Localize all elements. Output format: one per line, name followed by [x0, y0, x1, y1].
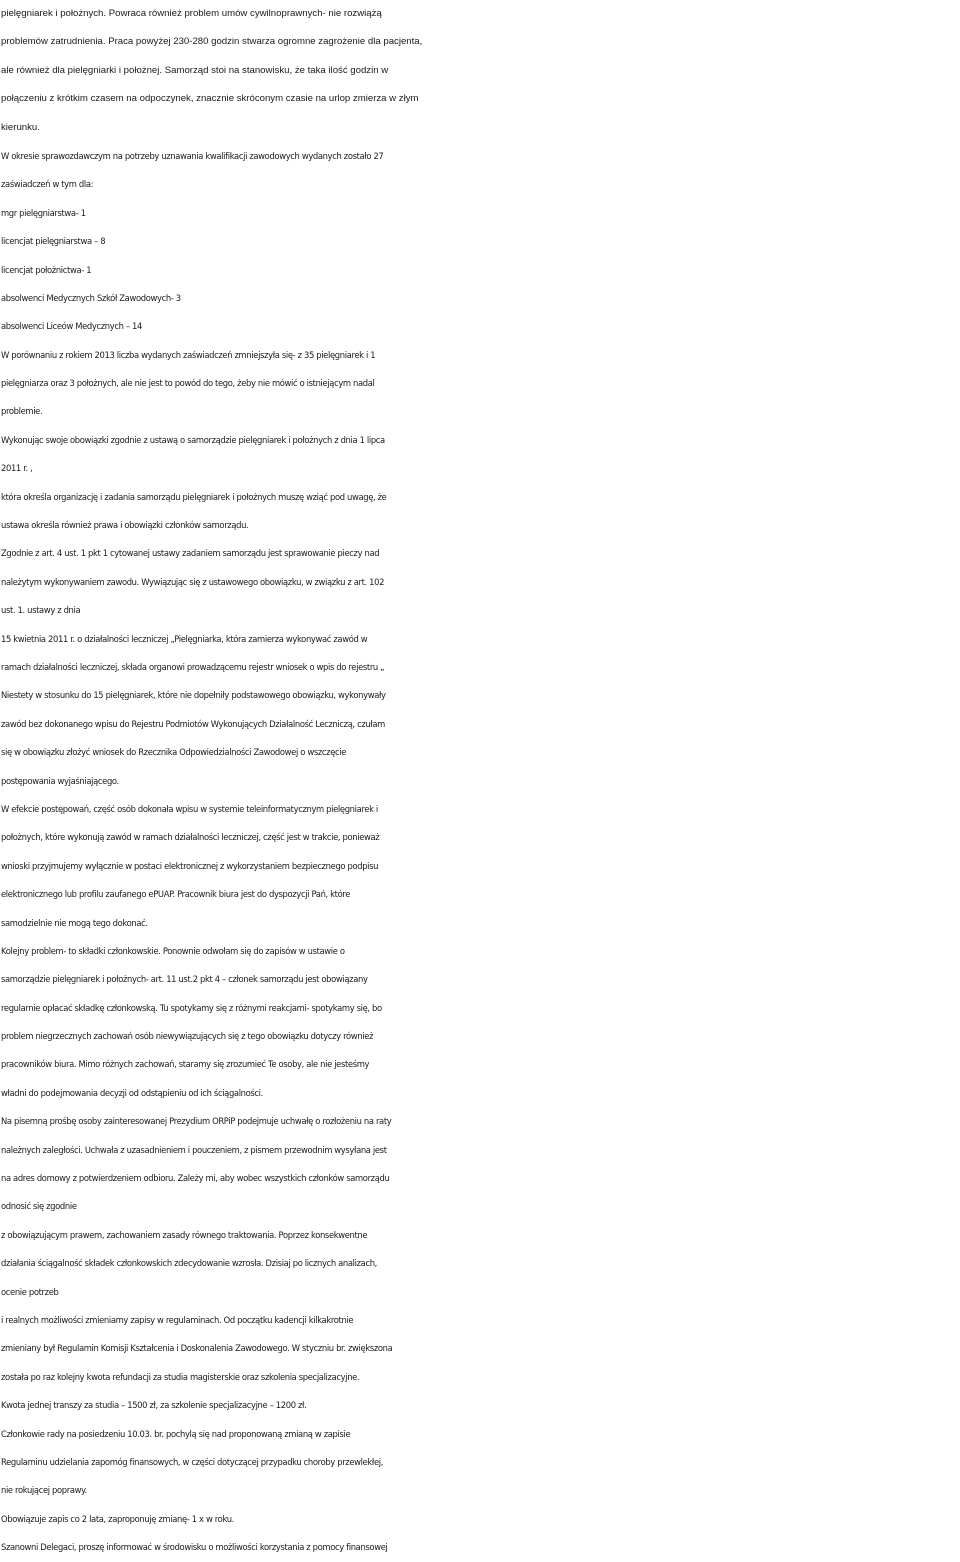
text-line: zaświadczeń w tym dla:: [1, 179, 94, 190]
text-line: problem niegrzecznych zachowań osób niewywiązujących się z tego obowiązku dotyczy również: [1, 1031, 374, 1042]
text-line: Obowiązuje zapis co 2 lata, zaproponuję zmianę- 1 x w roku.: [1, 1513, 234, 1524]
text-line: Regulaminu udzielania zapomóg finansowych, w części dotyczącej przypadku choroby przewlekłej,: [1, 1456, 384, 1467]
text-line: się w obowiązku złożyć wniosek do Rzecznika Odpowiedzialności Zawodowej o wszczęcie: [1, 747, 347, 758]
intro-paragraph: [1, 0, 960, 142]
text-line: należytym wykonywaniem zawodu. Wywiązując się z ustawowego obowiązku, w związku z art. 102: [1, 576, 385, 587]
text-line: absolwenci Liceów Medycznych – 14: [1, 321, 142, 332]
text-line: położnych, które wykonują zawód w ramach działalności leczniczej, część jest w trakcie, ponieważ: [1, 832, 380, 843]
text-line: licencjat pielęgniarstwa – 8: [1, 236, 106, 247]
text-line: odnosić się zgodnie: [1, 1201, 77, 1212]
text-line: i realnych możliwości zmieniamy zapisy w regulaminach. Od początku kadencji kilkakrotnie: [1, 1314, 354, 1325]
text-line: Kwota jednej transzy za studia – 1500 zł, za szkolenie specjalizacyjne – 1200 zł.: [1, 1400, 307, 1411]
text-line: władni do podejmowania decyzji od odstąpieniu od ich ściągalności.: [1, 1087, 263, 1098]
text-line: Zgodnie z art. 4 ust. 1 pkt 1 cytowanej ustawy zadaniem samorządu jest sprawowanie pieczy nad: [1, 548, 380, 559]
text-line: wnioski przyjmujemy wyłącznie w postaci elektronicznej z wykorzystaniem bezpiecznego podpisu: [1, 860, 379, 871]
text-line: W okresie sprawozdawczym na potrzeby uznawania kwalifikacji zawodowych wydanych zostało 27: [1, 150, 384, 161]
text-line: kierunku.: [1, 121, 40, 133]
text-line: Wykonując swoje obowiązki zgodnie z ustawą o samorządzie pielęgniarek i położnych z dnia 1 lipca: [1, 434, 385, 445]
text-line: elektronicznego lub profilu zaufanego ePUAP. Pracownik biura jest do dyspozycji Pań, które: [1, 889, 351, 900]
text-line: należnych zaległości. Uchwała z uzasadnieniem i pouczeniem, z pismem przewodnim wysyłana jest: [1, 1144, 387, 1155]
report-body: [1, 142, 960, 1562]
text-line: Szanowni Delegaci, proszę informować w środowisku o możliwości korzystania z pomocy finansowej: [1, 1542, 388, 1553]
text-line: problemów zatrudnienia. Praca powyżej 230-280 godzin stwarza ogromne zagrożenie dla pacjenta,: [1, 36, 423, 48]
text-line: ust. 1. ustawy z dnia: [1, 605, 81, 616]
text-line: absolwenci Medycznych Szkół Zawodowych- 3: [1, 292, 181, 303]
text-line: ale również dla pielęgniarki i położnej. Samorząd stoi na stanowisku, że taka ilość godzin w: [1, 64, 389, 76]
text-line: została po raz kolejny kwota refundacji za studia magisterskie oraz szkolenia specjalizacyjne.: [1, 1371, 360, 1382]
text-line: ustawa określa również prawa i obowiązki członków samorządu.: [1, 520, 249, 531]
text-line: ocenie potrzeb: [1, 1286, 59, 1297]
text-line: pielęgniarza oraz 3 położnych, ale nie jest to powód do tego, żeby nie mówić o istniejącym nadal: [1, 378, 375, 389]
text-line: postępowania wyjaśniającego.: [1, 775, 119, 786]
text-line: z obowiązującym prawem, zachowaniem zasady równego traktowania. Poprzez konsekwentne: [1, 1229, 368, 1240]
text-line: Członkowie rady na posiedzeniu 10.03. br. pochylą się nad proponowaną zmianą w zapisie: [1, 1428, 351, 1439]
text-line: W porównaniu z rokiem 2013 liczba wydanych zaświadczeń zmniejszyła się- z 35 pielęgniarek i 1: [1, 349, 376, 360]
text-line: Niestety w stosunku do 15 pielęgniarek, które nie dopełniły podstawowego obowiązku, wykonywały: [1, 690, 386, 701]
text-line: W efekcie postępowań, część osób dokonała wpisu w systemie teleinformatycznym pielęgniarek i: [1, 803, 378, 814]
text-line: nie rokującej poprawy.: [1, 1485, 87, 1496]
text-line: Kolejny problem- to składki członkowskie. Ponownie odwołam się do zapisów w ustawie o: [1, 945, 345, 956]
text-line: która określa organizację i zadania samorządu pielęgniarek i położnych muszę wziąć pod uwagę, że: [1, 491, 387, 502]
text-line: ramach działalności leczniczej, składa organowi prowadzącemu rejestr wniosek o wpis do rejestru „: [1, 661, 385, 672]
text-line: samorządzie pielęgniarek i położnych- art. 11 ust.2 pkt 4 – członek samorządu jest obowiązany: [1, 974, 368, 985]
text-line: działania ściągalność składek członkowskich zdecydowanie wzrosła. Dzisiaj po licznych analizach,: [1, 1258, 377, 1269]
text-line: połączeniu z krótkim czasem na odpoczynek, znacznie skróconym czasie na urlop zmierza w złym: [1, 93, 419, 105]
text-line: pielęgniarek i położnych. Powraca również problem umów cywilnoprawnych- nie rozwiążą: [1, 8, 382, 19]
text-line: pracowników biura. Mimo różnych zachowań, staramy się zrozumieć Te osoby, ale nie jesteśmy: [1, 1059, 370, 1070]
text-line: zawód bez dokonanego wpisu do Rejestru Podmiotów Wykonujących Działalność Leczniczą, czułam: [1, 718, 385, 729]
text-line: Na pisemną prośbę osoby zainteresowanej Prezydium ORPiP podejmuje uchwałę o rozłożeniu na raty: [1, 1116, 392, 1127]
text-line: samodzielnie nie mogą tego dokonać.: [1, 917, 148, 928]
text-line: licencjat położnictwa- 1: [1, 264, 92, 275]
text-line: na adres domowy z potwierdzeniem odbioru. Zależy mi, aby wobec wszystkich członków samorządu: [1, 1173, 390, 1184]
text-line: problemie.: [1, 406, 43, 417]
text-line: 15 kwietnia 2011 r. o działalności leczniczej „Pielęgniarka, która zamierza wykonywać zawód w: [1, 633, 368, 644]
text-line: regularnie opłacać składkę członkowską. Tu spotykamy się z różnymi reakcjami- spotykamy się, bo: [1, 1002, 382, 1013]
text-line: 2011 r. ,: [1, 463, 33, 474]
text-line: mgr pielęgniarstwa- 1: [1, 207, 86, 218]
text-line: zmieniany był Regulamin Komisji Kształcenia i Doskonalenia Zawodowego. W styczniu br. zwiększona: [1, 1343, 393, 1354]
